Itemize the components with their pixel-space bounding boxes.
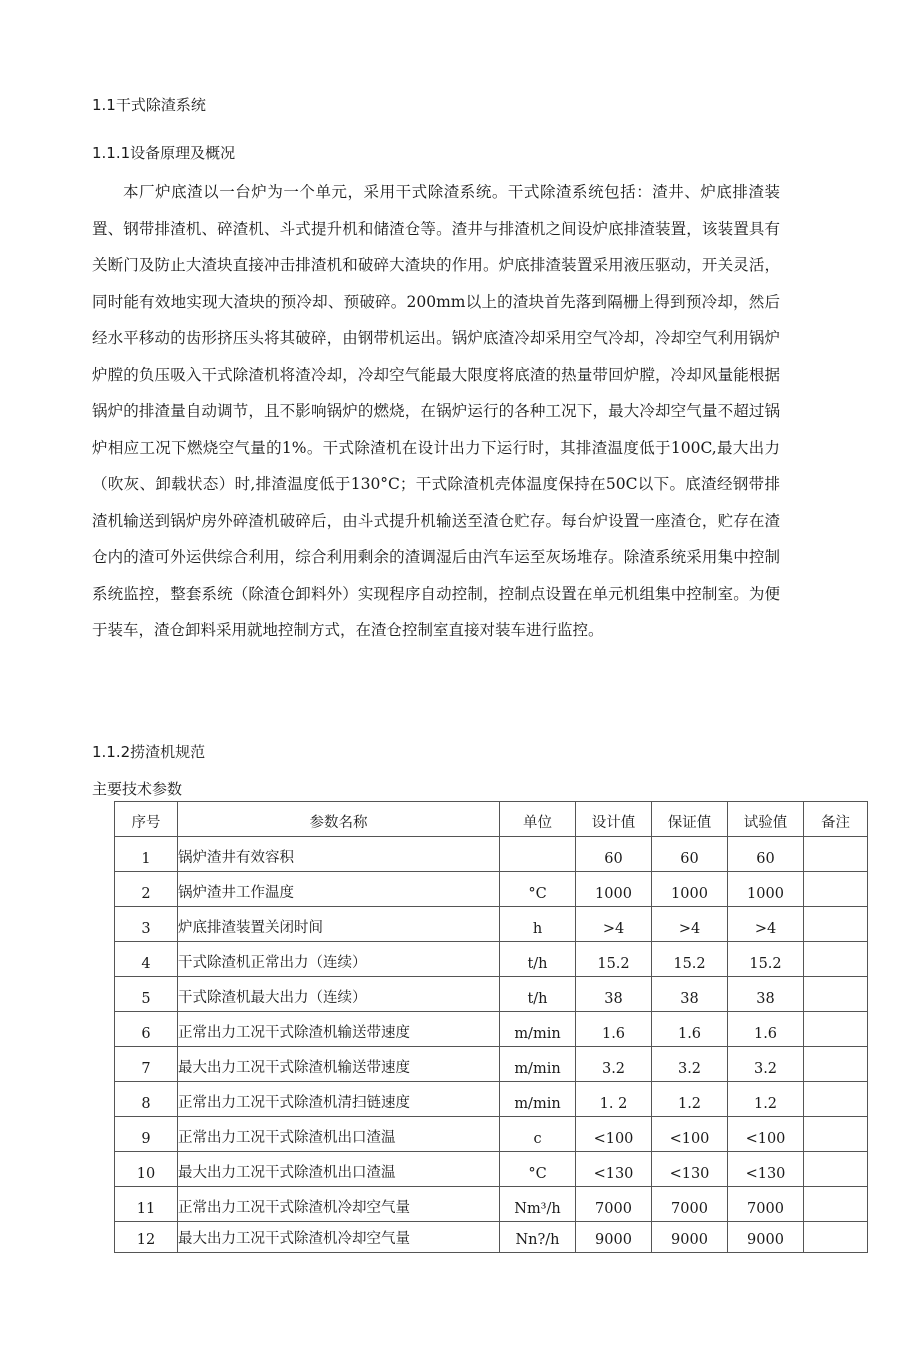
cell-test: <100 — [728, 1117, 804, 1152]
cell-guarantee: <100 — [652, 1117, 728, 1152]
cell-name: 锅炉渣井有效容积 — [178, 837, 500, 872]
table-row — [115, 837, 868, 872]
cell-name: 干式除渣机最大出力（连续） — [178, 977, 500, 1012]
section-title: 1.1干式除渣系统 — [92, 96, 206, 114]
cell-name: 最大出力工况干式除渣机冷却空气量 — [178, 1222, 500, 1253]
cell-name: 锅炉渣井工作温度 — [178, 872, 500, 907]
cell-name: 正常出力工况干式除渣机清扫链速度 — [178, 1082, 500, 1117]
subsection-title-overview: 1.1.1设备原理及概况 — [92, 144, 236, 162]
cell-name: 炉底排渣装置关闭时间 — [178, 907, 500, 942]
cell-test: >4 — [728, 907, 804, 942]
cell-unit: Nm³/h — [500, 1187, 576, 1222]
header-unit: 单位 — [500, 802, 576, 837]
header-name: 参数名称 — [178, 802, 500, 837]
cell-note — [804, 1152, 868, 1187]
table-row — [115, 1187, 868, 1222]
paragraph-text: 本厂炉底渣以一台炉为一个单元，采用干式除渣系统。干式除渣系统包括：渣井、炉底排渣装置、钢带排渣机、碎渣机、斗式提升机和储渣仓等。渣井与排渣机之间设炉底排渣装置，该装置具有关断门及防止大渣块直接冲击排渣机和破碎大渣块的作用。炉底排渣装置采用液压驱动，开关灵活，同时能有效地实现大渣块的预冷却、预破碎。200mm以上的渣块首先落到隔栅上得到预冷却，然后经水平移动的齿形挤压头将其破碎，由钢带机运出。锅炉底渣冷却采用空气冷却，冷却空气利用锅炉炉膛的负压吸入干式除渣机将渣冷却，冷却空气能最大限度将底渣的热量带回炉膛，冷却风量能根据锅炉的排渣量自动调节，且不影响锅炉的燃烧，在锅炉运行的各种工况下，最大冷却空气量不超过锅炉相应工况下燃烧空气量的1%。干式除渣机在设计出力下运行时，其排渣温度低于100C,最大出力（吹灰、卸载状态）时,排渣温度低于130°C；干式除渣机壳体温度保持在50C以下。底渣经钢带排渣机输送到锅炉房外碎渣机破碎后，由斗式提升机输送至渣仓贮存。每台炉设置一座渣仓，贮存在渣仓内的渣可外运供综合利用，综合利用剩余的渣调湿后由汽车运至灰场堆存。除渣系统采用集中控制系统监控，整套系统（除渣仓卸料外）实现程序自动控制，控制点设置在单元机组集中控制室。为便于装车，渣仓卸料采用就地控制方式，在渣仓控制室直接对装车进行监控。 — [92, 183, 780, 639]
parameter-table — [114, 801, 868, 1253]
cell-no: 8 — [115, 1082, 178, 1117]
cell-unit: m/min — [500, 1082, 576, 1117]
cell-name: 正常出力工况干式除渣机输送带速度 — [178, 1012, 500, 1047]
cell-test: 15.2 — [728, 942, 804, 977]
cell-design: 3.2 — [576, 1047, 652, 1082]
header-test: 试验值 — [728, 802, 804, 837]
cell-unit: t/h — [500, 942, 576, 977]
cell-unit: h — [500, 907, 576, 942]
cell-no: 10 — [115, 1152, 178, 1187]
cell-test: 38 — [728, 977, 804, 1012]
header-note: 备注 — [804, 802, 868, 837]
cell-note — [804, 1047, 868, 1082]
cell-test: 9000 — [728, 1222, 804, 1253]
table-row — [115, 942, 868, 977]
table-header-row — [115, 802, 868, 837]
cell-note — [804, 977, 868, 1012]
table-row — [115, 1152, 868, 1187]
cell-guarantee: <130 — [652, 1152, 728, 1187]
table-row — [115, 1047, 868, 1082]
cell-design: >4 — [576, 907, 652, 942]
cell-note — [804, 1012, 868, 1047]
cell-unit: t/h — [500, 977, 576, 1012]
cell-guarantee: 7000 — [652, 1187, 728, 1222]
cell-test: 3.2 — [728, 1047, 804, 1082]
cell-unit: c — [500, 1117, 576, 1152]
cell-no: 2 — [115, 872, 178, 907]
cell-design: <130 — [576, 1152, 652, 1187]
cell-guarantee: 1.6 — [652, 1012, 728, 1047]
cell-guarantee: 60 — [652, 837, 728, 872]
header-no: 序号 — [115, 802, 178, 837]
cell-design: 60 — [576, 837, 652, 872]
cell-note — [804, 837, 868, 872]
cell-guarantee: 1000 — [652, 872, 728, 907]
cell-note — [804, 1117, 868, 1152]
cell-no: 5 — [115, 977, 178, 1012]
table-row — [115, 1082, 868, 1117]
cell-design: 9000 — [576, 1222, 652, 1253]
cell-no: 11 — [115, 1187, 178, 1222]
cell-guarantee: 1.2 — [652, 1082, 728, 1117]
header-design: 设计值 — [576, 802, 652, 837]
cell-test: <130 — [728, 1152, 804, 1187]
cell-test: 60 — [728, 837, 804, 872]
cell-note — [804, 1187, 868, 1222]
table-row — [115, 977, 868, 1012]
cell-unit — [500, 837, 576, 872]
cell-guarantee: 3.2 — [652, 1047, 728, 1082]
cell-name: 最大出力工况干式除渣机出口渣温 — [178, 1152, 500, 1187]
cell-no: 12 — [115, 1222, 178, 1253]
cell-design: 1.6 — [576, 1012, 652, 1047]
cell-design: 15.2 — [576, 942, 652, 977]
cell-guarantee: 38 — [652, 977, 728, 1012]
cell-unit: Nn?/h — [500, 1222, 576, 1253]
cell-no: 6 — [115, 1012, 178, 1047]
cell-note — [804, 1222, 868, 1253]
cell-no: 7 — [115, 1047, 178, 1082]
cell-no: 3 — [115, 907, 178, 942]
cell-design: <100 — [576, 1117, 652, 1152]
cell-name: 正常出力工况干式除渣机出口渣温 — [178, 1117, 500, 1152]
header-guarantee: 保证值 — [652, 802, 728, 837]
table-row — [115, 1222, 868, 1253]
cell-guarantee: >4 — [652, 907, 728, 942]
cell-unit: m/min — [500, 1012, 576, 1047]
table-row — [115, 872, 868, 907]
cell-design: 7000 — [576, 1187, 652, 1222]
cell-test: 1.2 — [728, 1082, 804, 1117]
cell-guarantee: 9000 — [652, 1222, 728, 1253]
subsection-title-spec: 1.1.2捞渣机规范 — [92, 743, 206, 761]
cell-design: 1000 — [576, 872, 652, 907]
table-row — [115, 1117, 868, 1152]
cell-design: 1. 2 — [576, 1082, 652, 1117]
cell-unit: °C — [500, 1152, 576, 1187]
table-row — [115, 907, 868, 942]
cell-note — [804, 907, 868, 942]
cell-design: 38 — [576, 977, 652, 1012]
cell-test: 7000 — [728, 1187, 804, 1222]
cell-unit: m/min — [500, 1047, 576, 1082]
cell-note — [804, 1082, 868, 1117]
cell-test: 1000 — [728, 872, 804, 907]
cell-no: 9 — [115, 1117, 178, 1152]
cell-no: 4 — [115, 942, 178, 977]
overview-paragraph — [92, 174, 780, 649]
table-caption: 主要技术参数 — [92, 780, 183, 798]
cell-note — [804, 872, 868, 907]
cell-name: 最大出力工况干式除渣机输送带速度 — [178, 1047, 500, 1082]
cell-name: 干式除渣机正常出力（连续） — [178, 942, 500, 977]
cell-note — [804, 942, 868, 977]
cell-guarantee: 15.2 — [652, 942, 728, 977]
cell-no: 1 — [115, 837, 178, 872]
cell-test: 1.6 — [728, 1012, 804, 1047]
cell-name: 正常出力工况干式除渣机冷却空气量 — [178, 1187, 500, 1222]
cell-unit: °C — [500, 872, 576, 907]
table-row — [115, 1012, 868, 1047]
